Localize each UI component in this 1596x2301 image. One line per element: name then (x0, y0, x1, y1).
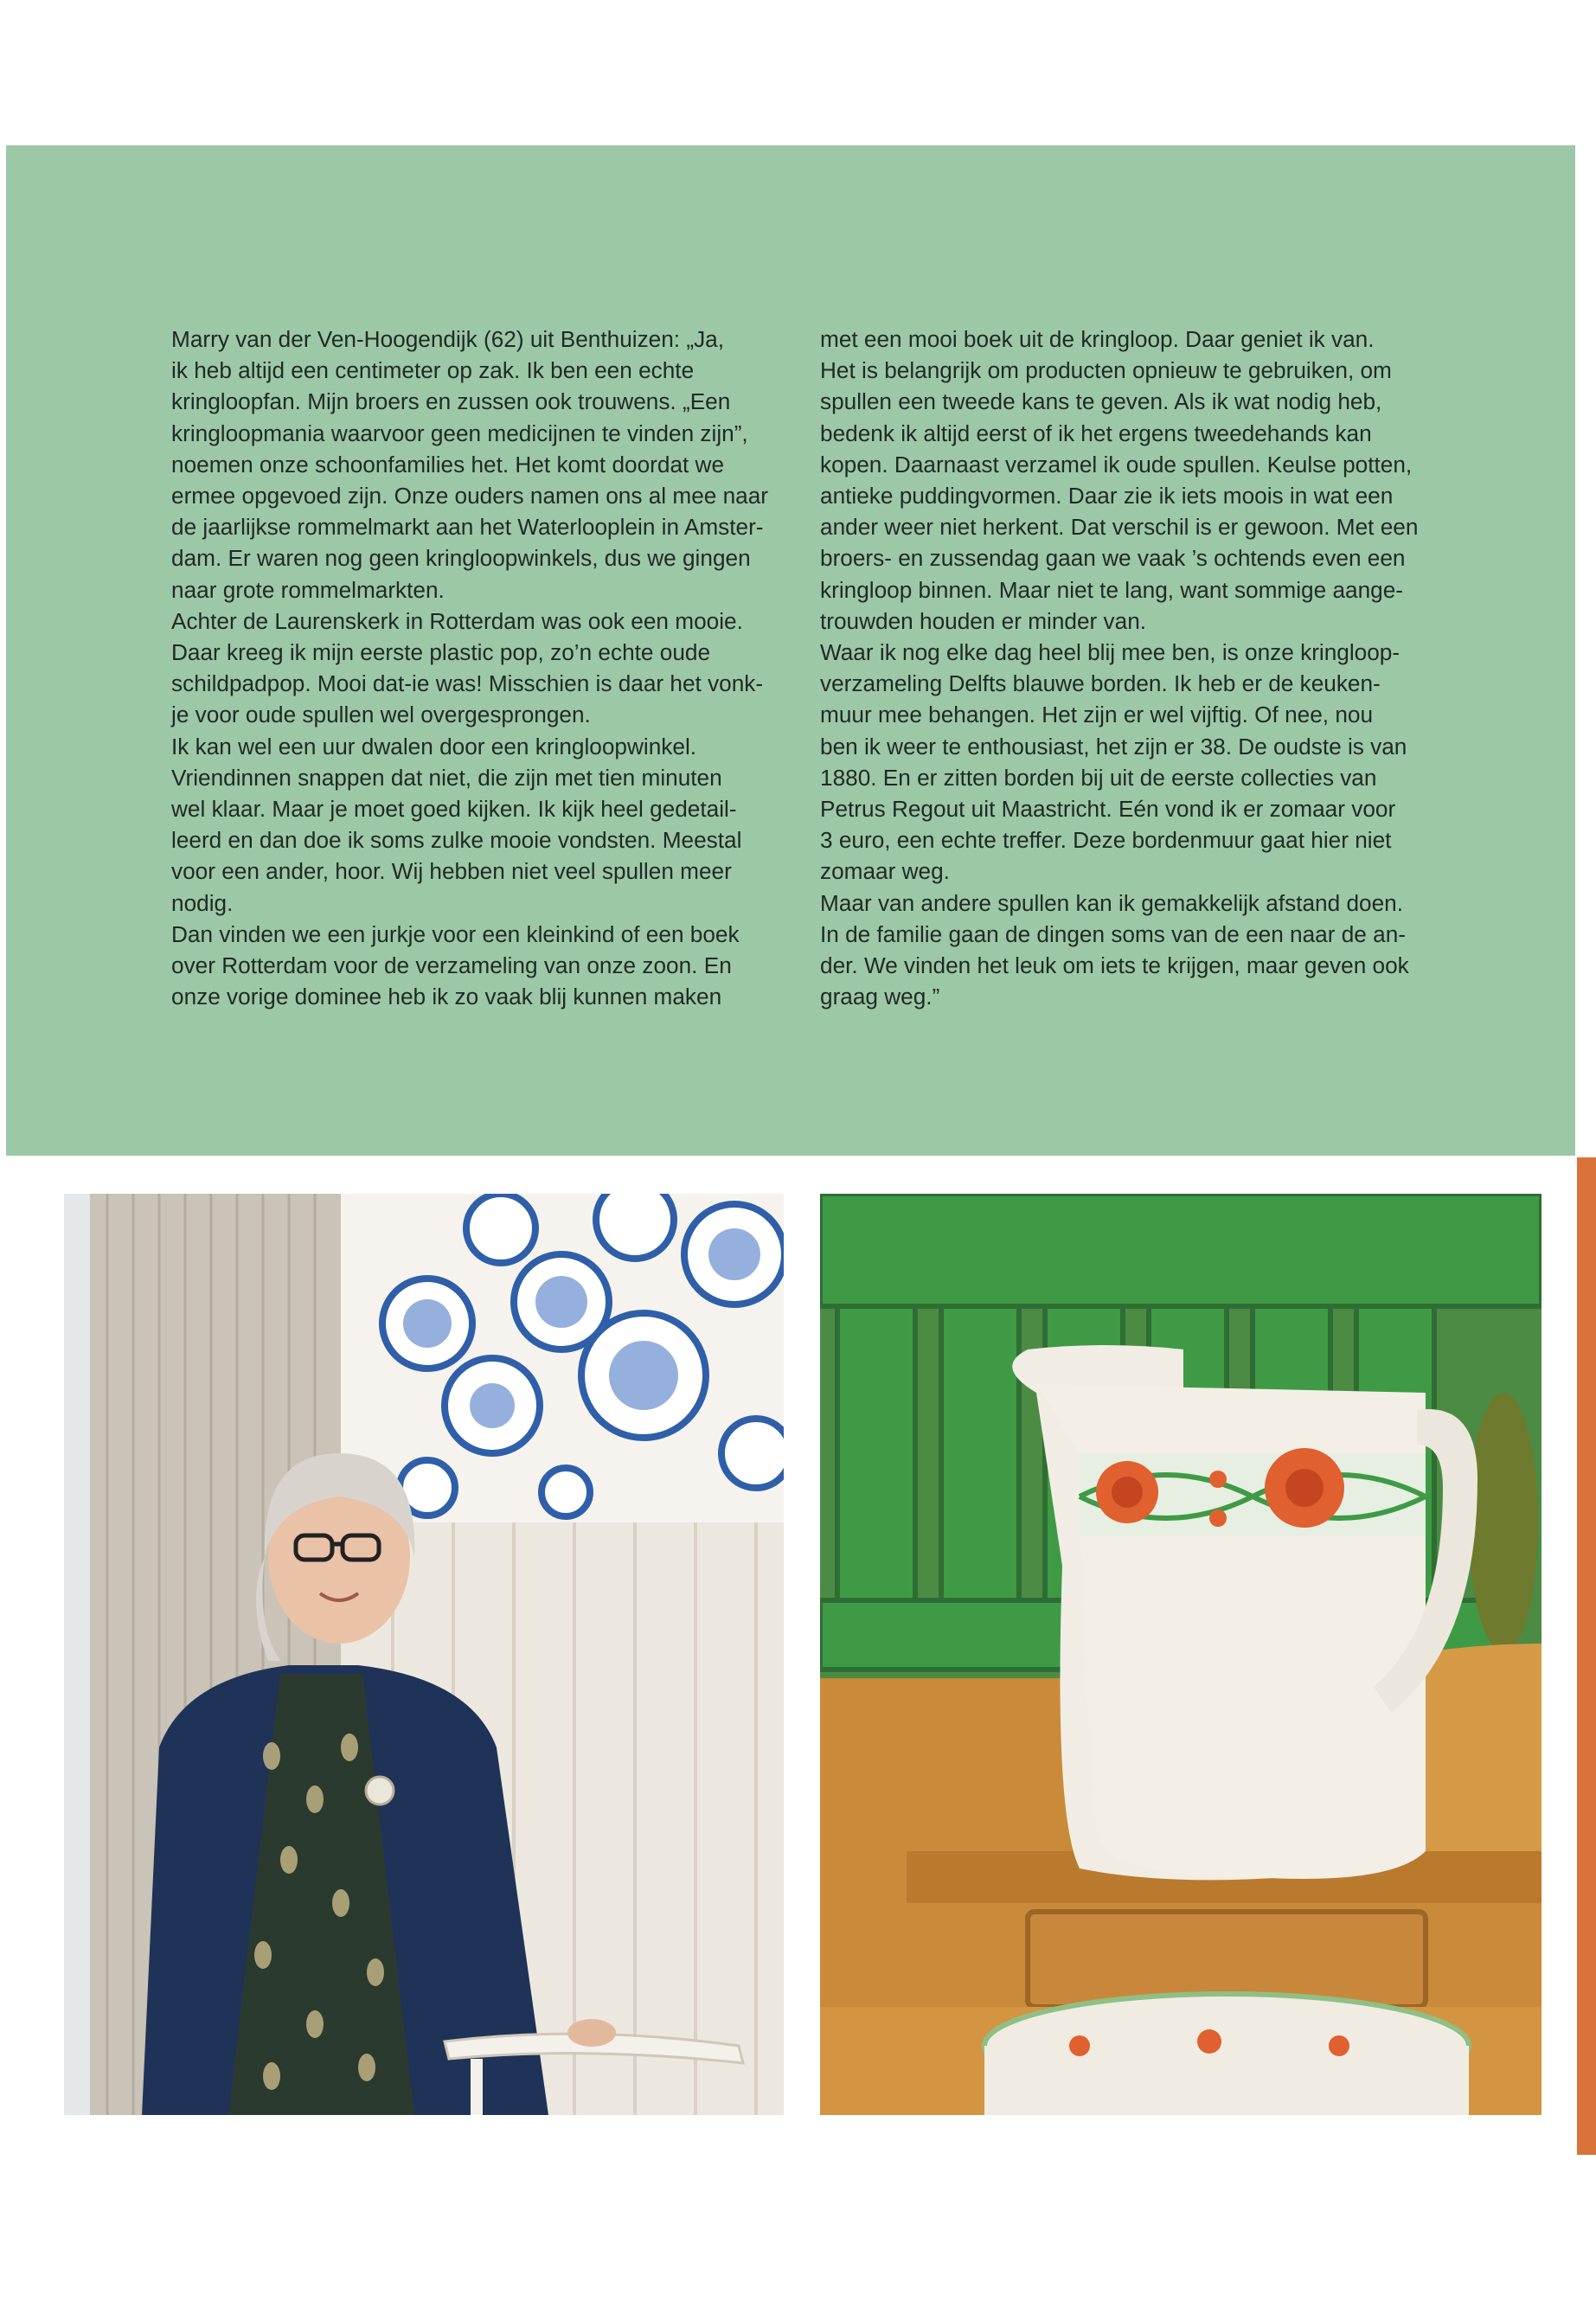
text-line: over Rotterdam voor de verzameling van onze zoon. En (171, 952, 732, 979)
text-line: schildpadpop. Mooi dat-ie was! Misschien is daar het vonk- (171, 670, 764, 697)
text-line: naar grote rommelmarkten. (171, 576, 445, 603)
text-line: Marry van der Ven-Hoogendijk (62) uit Benthuizen: „Ja, (171, 326, 725, 352)
text-line: zomaar weg. (820, 858, 950, 885)
text-line: Waar ik nog elke dag heel blij mee ben, is onze kringloop- (820, 639, 1401, 666)
text-line: met een mooi boek uit de kringloop. Daar geniet ik van. (820, 326, 1375, 352)
text-line: Dan vinden we een jurkje voor een kleinkind of een boek (171, 920, 740, 947)
text-line: broers- en zussendag gaan we vaak ’s ochtends even een (820, 545, 1406, 572)
text-line: antieke puddingvormen. Daar zie ik iets moois in wat een (820, 483, 1394, 510)
text-line: dam. Er waren nog geen kringloopwinkels, dus we gingen (171, 545, 751, 572)
text-line: Daar kreeg ik mijn eerste plastic pop, zo’n echte oude (171, 639, 711, 666)
text-line: ermee opgevoed zijn. Onze ouders namen ons al mee naar (171, 483, 769, 510)
paragraph (820, 888, 1443, 1013)
text-line: Petrus Regout uit Maastricht. Eén vond ik er zomaar voor (820, 796, 1396, 823)
text-line: onze vorige dominee heb ik zo vaak blij kunnen maken (171, 984, 722, 1010)
text-line: Ik kan wel een uur dwalen door een kringloopwinkel. (171, 733, 697, 760)
text-line: de jaarlijkse rommelmarkt aan het Waterlooplein in Amster- (171, 514, 764, 541)
text-line: der. We vinden het leuk om iets te krijgen, maar geven ook (820, 952, 1409, 979)
text-line: spullen een tweede kans te geven. Als ik wat nodig heb, (820, 388, 1382, 415)
text-line: nodig. (171, 889, 234, 916)
article-column-right (820, 324, 1443, 1012)
text-line: wel klaar. Maar je moet goed kijken. Ik kijk heel gedetail- (171, 796, 737, 823)
text-line: Achter de Laurenskerk in Rotterdam was ook een mooie. (171, 607, 743, 634)
text-line: muur mee behangen. Het zijn er wel vijftig. Of nee, nou (820, 702, 1374, 728)
text-line: voor een ander, hoor. Wij hebben niet veel spullen meer (171, 858, 732, 885)
paragraph (171, 606, 794, 731)
photo-illustration (64, 1194, 784, 2115)
text-line: je voor oude spullen wel overgesprongen. (171, 702, 591, 728)
text-line: noemen onze schoonfamilies het. Het komt doordat we (171, 451, 725, 478)
photo-illustration (820, 1194, 1542, 2115)
text-line: kringloopmania waarvoor geen medicijnen te vinden zijn”, (171, 420, 748, 446)
paragraph (171, 731, 794, 919)
accent-bar (1577, 1157, 1596, 2155)
article-column-left (171, 324, 794, 1012)
text-line: Maar van andere spullen kan ik gemakkelijk afstand doen. (820, 889, 1403, 916)
text-line: kopen. Daarnaast verzamel ik oude spullen. Keulse potten, (820, 451, 1413, 478)
paragraph (820, 637, 1443, 888)
text-line: In de familie gaan de dingen soms van de een naar de an- (820, 920, 1406, 947)
text-line: verzameling Delfts blauwe borden. Ik heb er de keuken- (820, 670, 1381, 697)
text-line: ben ik weer te enthousiast, het zijn er 38. De oudste is van (820, 733, 1407, 760)
photo-jug-on-cabinet (820, 1194, 1542, 2115)
text-line: Het is belangrijk om producten opnieuw te gebruiken, om (820, 357, 1392, 384)
text-line: kringloopfan. Mijn broers en zussen ook trouwens. „Een (171, 388, 731, 415)
photo-woman-with-plates (64, 1194, 784, 2115)
text-line: bedenk ik altijd eerst of ik het ergens tweedehands kan (820, 420, 1372, 446)
text-line: graag weg.” (820, 984, 940, 1010)
text-line: ik heb altijd een centimeter op zak. Ik ben een echte (171, 357, 695, 384)
text-line: kringloop binnen. Maar niet te lang, want sommige aange- (820, 576, 1403, 603)
text-line: Vriendinnen snappen dat niet, die zijn met tien minuten (171, 764, 722, 791)
text-line: 3 euro, een echte treffer. Deze bordenmuur gaat hier niet (820, 827, 1392, 854)
paragraph (171, 919, 794, 1013)
paragraph (820, 324, 1443, 637)
paragraph (171, 324, 794, 606)
text-line: leerd en dan doe ik soms zulke mooie vondsten. Meestal (171, 827, 742, 854)
text-line: 1880. En er zitten borden bij uit de eerste collecties van (820, 764, 1377, 791)
text-line: ander weer niet herkent. Dat verschil is er gewoon. Met een (820, 514, 1419, 541)
text-line: trouwden houden er minder van. (820, 607, 1147, 634)
